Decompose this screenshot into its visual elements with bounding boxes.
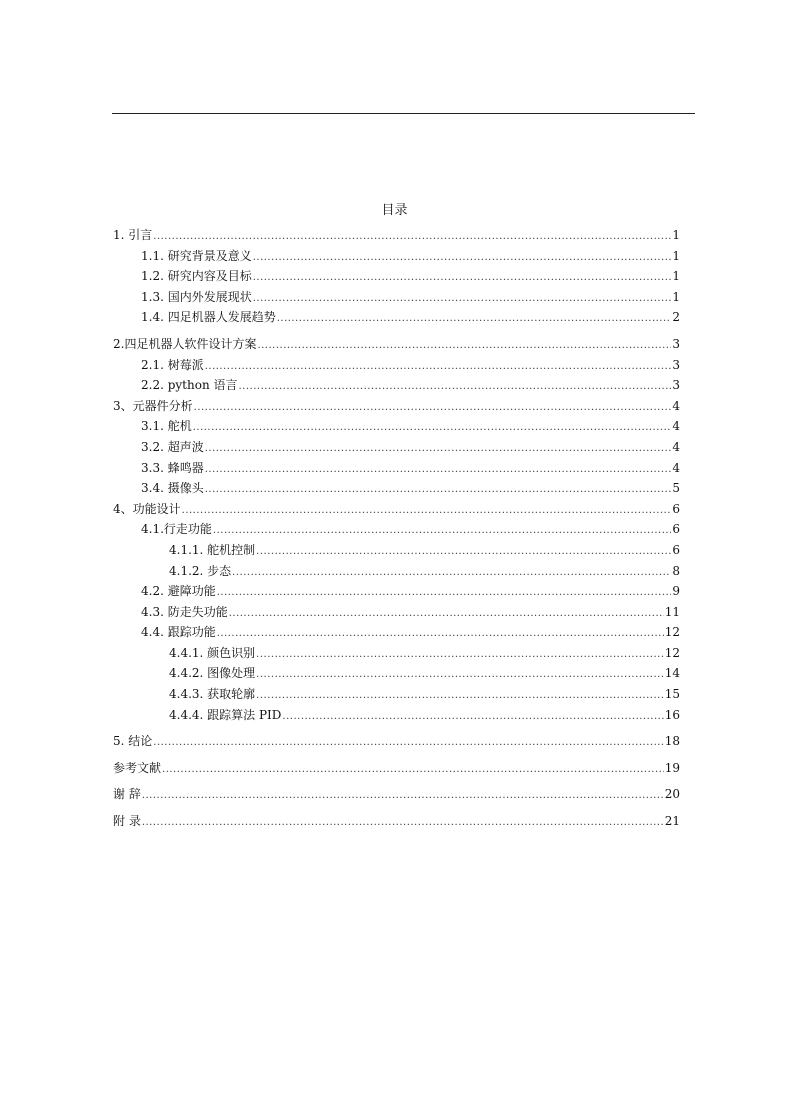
- toc-entry-page: 4: [672, 439, 680, 454]
- toc-entry[interactable]: [113, 397, 680, 418]
- toc-entry[interactable]: [113, 582, 680, 603]
- toc-leader-dots: [257, 340, 671, 351]
- toc-leader-dots: [205, 443, 672, 454]
- toc-entry-label: 附 录: [113, 814, 141, 829]
- toc-leader-dots: [253, 272, 672, 283]
- toc-entry-page: 2: [672, 310, 680, 325]
- toc-entry-label: 3.1. 舵机: [141, 419, 192, 434]
- toc-entry-page: 3: [672, 336, 680, 351]
- toc-leader-dots: [277, 313, 672, 324]
- toc-entry-page: 1: [672, 289, 680, 304]
- toc-entry[interactable]: [113, 759, 680, 780]
- toc-leader-dots: [253, 293, 672, 304]
- toc-entry[interactable]: [113, 308, 680, 329]
- toc-entry-label: 4.2. 避障功能: [141, 584, 216, 599]
- toc-entry-page: 3: [672, 357, 680, 372]
- toc-entry-label: 1.4. 四足机器人发展趋势: [141, 310, 276, 325]
- toc-entry-page: 5: [672, 481, 680, 496]
- toc-entry[interactable]: [113, 459, 680, 480]
- toc-entry-label: 4.4.4. 跟踪算法 PID: [169, 707, 282, 722]
- toc-entry-label: 1.2. 研究内容及目标: [141, 269, 252, 284]
- toc-entry-label: 3.2. 超声波: [141, 439, 204, 454]
- toc-entry[interactable]: [113, 603, 680, 624]
- toc-entry[interactable]: [113, 785, 680, 806]
- toc-entry[interactable]: [113, 732, 680, 753]
- toc-leader-dots: [253, 252, 672, 263]
- toc-entry[interactable]: [113, 623, 680, 644]
- toc-entry-label: 4.4.2. 图像处理: [169, 666, 256, 681]
- toc-entry-page: 16: [664, 707, 680, 722]
- toc-entry[interactable]: [113, 438, 680, 459]
- toc-entry-page: 20: [664, 787, 680, 802]
- toc-leader-dots: [182, 505, 672, 516]
- toc-leader-dots: [256, 546, 671, 557]
- toc-leader-dots: [217, 628, 664, 639]
- toc-entry[interactable]: [113, 226, 680, 247]
- toc-entry[interactable]: [113, 685, 680, 706]
- toc-entry-page: 6: [672, 542, 680, 557]
- toc-entry-page: 1: [672, 248, 680, 263]
- toc-leader-dots: [213, 525, 671, 536]
- toc-entry-label: 2.1. 树莓派: [141, 357, 204, 372]
- toc-entry-page: 1: [672, 228, 680, 242]
- toc-entry[interactable]: [113, 520, 680, 541]
- toc-title: 目录: [381, 203, 408, 218]
- toc-entry-label: 3、元器件分析: [113, 398, 193, 413]
- toc-entry-page: 4: [672, 460, 680, 475]
- toc-entry[interactable]: [113, 335, 680, 356]
- toc-entry[interactable]: [113, 417, 680, 438]
- toc-entry-page: 15: [664, 687, 680, 702]
- toc-leader-dots: [153, 231, 671, 242]
- toc-entry-label: 参考文献: [113, 760, 162, 775]
- toc-leader-dots: [205, 361, 672, 372]
- toc-entry[interactable]: [113, 644, 680, 665]
- toc-entry-page: 6: [672, 501, 680, 516]
- toc-entry-label: 4.4.3. 获取轮廓: [169, 687, 256, 702]
- toc-entry[interactable]: [113, 500, 680, 521]
- toc-entry-label: 4.4.1. 颜色识别: [169, 645, 256, 660]
- toc-entry-label: 4.1.1. 舵机控制: [169, 542, 256, 557]
- toc-entry-label: 2.2. python 语言: [141, 378, 238, 393]
- toc-entry[interactable]: [113, 479, 680, 500]
- toc-leader-dots: [282, 711, 663, 722]
- toc-entry-label: 2.四足机器人软件设计方案: [113, 336, 257, 351]
- toc-entry[interactable]: [113, 812, 680, 833]
- toc-entry-page: 21: [664, 814, 680, 829]
- toc-entry[interactable]: [113, 247, 680, 268]
- toc-entry-page: 18: [664, 734, 680, 749]
- toc-entry-page: 3: [672, 378, 680, 393]
- toc-entry-page: 11: [664, 604, 680, 619]
- toc-leader-dots: [193, 422, 672, 433]
- toc-leader-dots: [194, 402, 672, 413]
- toc-entry[interactable]: [113, 541, 680, 562]
- toc-entry-label: 4.1.2. 步态: [169, 563, 232, 578]
- toc-entry-page: 4: [672, 398, 680, 413]
- toc-entry-page: 1: [672, 269, 680, 284]
- toc-entry-label: 1.3. 国内外发展现状: [141, 289, 252, 304]
- toc-leader-dots: [217, 587, 672, 598]
- toc-entry-label: 1.1. 研究背景及意义: [141, 248, 252, 263]
- toc-entry-label: 4.1.行走功能: [141, 522, 212, 537]
- toc-leader-dots: [205, 484, 672, 495]
- toc-entry[interactable]: [113, 376, 680, 397]
- toc-leader-dots: [142, 790, 664, 801]
- toc-entry[interactable]: [113, 706, 680, 727]
- toc-entry-page: 14: [664, 666, 680, 681]
- toc-entry-label: 3.3. 蜂鸣器: [141, 460, 204, 475]
- toc-leader-dots: [256, 690, 664, 701]
- toc-leader-dots: [239, 381, 672, 392]
- toc-entry-label: 谢 辞: [113, 787, 141, 802]
- toc-entry-label: 3.4. 摄像头: [141, 481, 204, 496]
- toc-leader-dots: [153, 737, 663, 748]
- toc-leader-dots: [256, 669, 664, 680]
- toc-entry-label: 4、功能设计: [113, 501, 181, 516]
- toc-entry-page: 19: [664, 760, 680, 775]
- toc-entry-page: 12: [664, 625, 680, 640]
- toc-leader-dots: [142, 817, 664, 828]
- toc-entry-page: 8: [672, 563, 680, 578]
- toc-entry-page: 6: [672, 522, 680, 537]
- toc-entry-label: 1. 引言: [113, 228, 153, 242]
- toc-entry[interactable]: [113, 356, 680, 377]
- toc-leader-dots: [162, 764, 664, 775]
- toc-entry-label: 5. 结论: [113, 734, 153, 749]
- toc-leader-dots: [256, 649, 664, 660]
- table-of-contents: [113, 226, 680, 833]
- toc-entry-page: 12: [664, 645, 680, 660]
- toc-entry[interactable]: [113, 288, 680, 309]
- toc-entry[interactable]: [113, 562, 680, 583]
- toc-entry-label: 4.3. 防走失功能: [141, 604, 228, 619]
- toc-leader-dots: [232, 567, 671, 578]
- toc-entry[interactable]: [113, 664, 680, 685]
- toc-leader-dots: [229, 608, 664, 619]
- header-rule: [112, 113, 695, 114]
- toc-leader-dots: [205, 464, 672, 475]
- toc-entry-page: 4: [672, 419, 680, 434]
- toc-entry[interactable]: [113, 267, 680, 288]
- toc-entry-label: 4.4. 跟踪功能: [141, 625, 216, 640]
- toc-entry-page: 9: [672, 584, 680, 599]
